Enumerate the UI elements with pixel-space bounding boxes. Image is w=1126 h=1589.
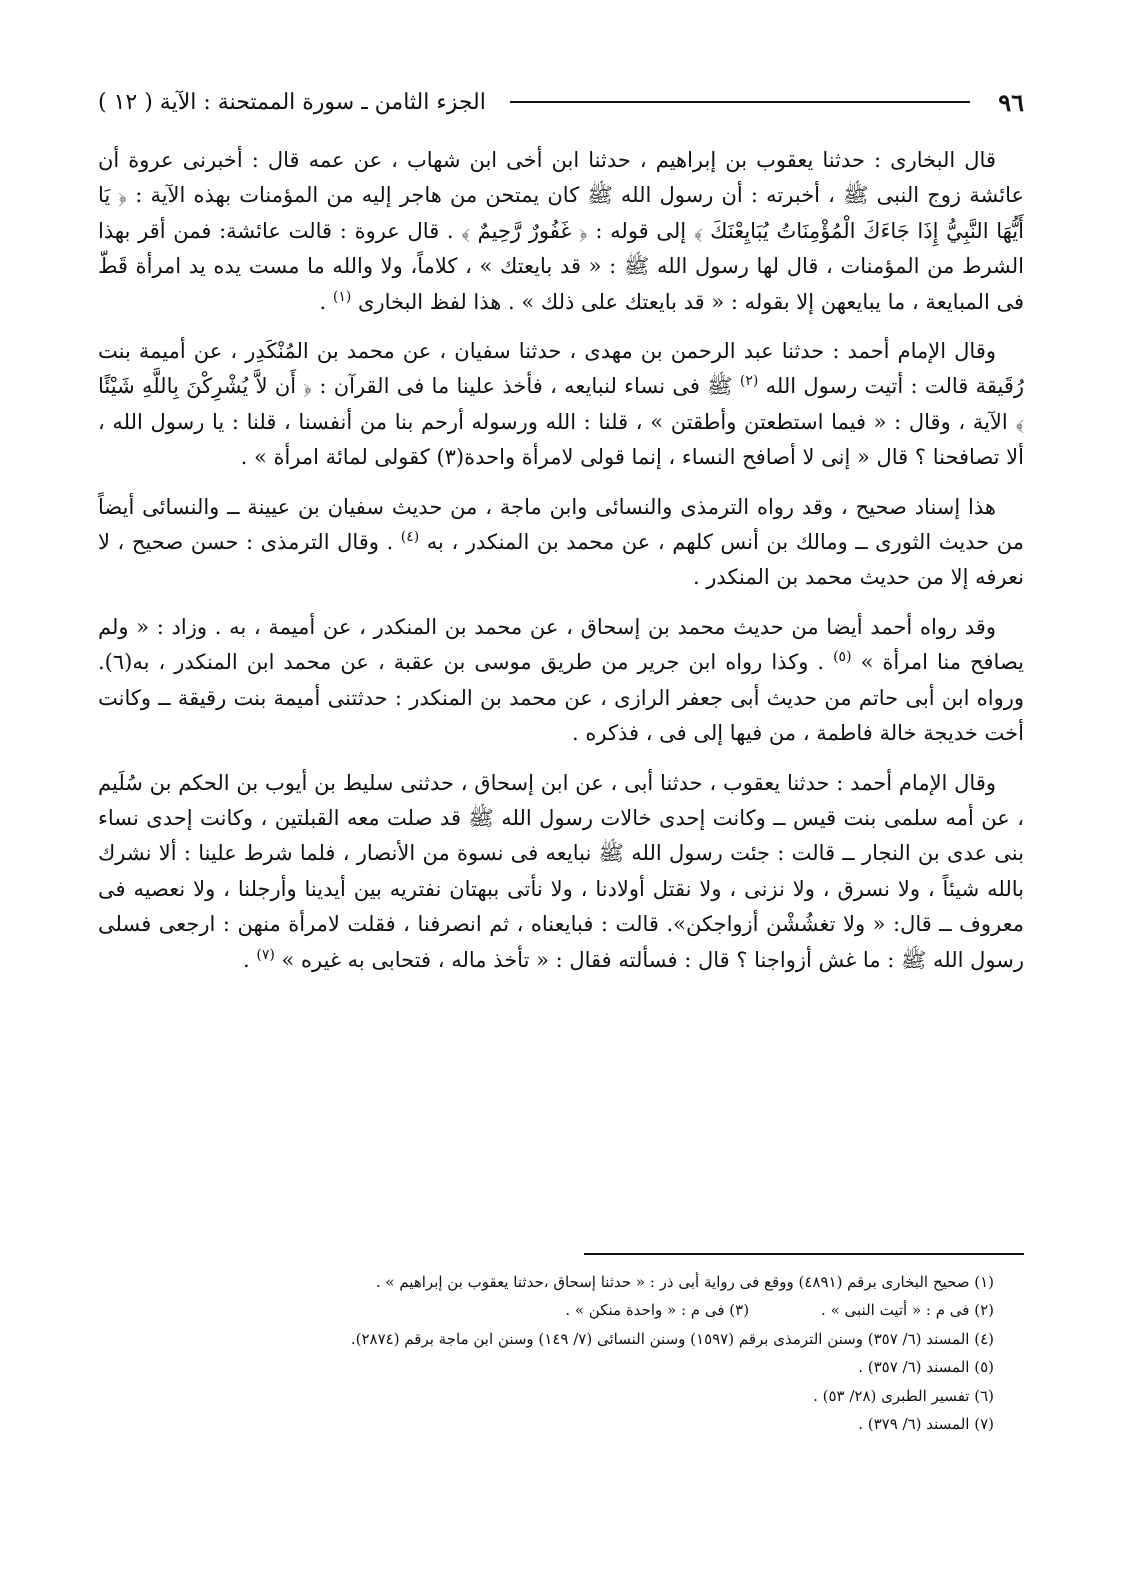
paragraph-isnad: هذا إسناد صحيح ، وقد رواه الترمذى والنسائى وابن ماجة ، من حديث سفيان بن عيينة ــ والنسائى أيضاً من حديث الثورى ــ ومالك بن أنس كلهم ، عن محمد بن المنكدر ، به $^{(٤)}$ . وقال الترمذى : حسن صحيح ، لا نعرفه إلا من حديث محمد بن المنكدر . <box>98 494 1024 590</box>
footnote-6: (٦) تفسير الطبرى (٢٨/ ٥٣) . <box>813 1386 994 1405</box>
footnote-ref: (٥) <box>833 649 852 666</box>
footnote-ref: (٧) <box>256 946 275 963</box>
footnote-ref: (٤) <box>400 529 420 546</box>
footnote-1: (١) صحيح البخارى برقم (٤٨٩١) ووقع فى رواية أبى ذر : « حدثنا إسحاق ،حدثنا يعقوب بن إبراهيم » . <box>375 1273 994 1291</box>
footnote-ref: (٢) <box>739 373 759 390</box>
header-title: الجزء الثامن ـ سورة الممتحنة : الآية ( ١٢ ) <box>98 89 486 115</box>
page-number: ٩٦ <box>998 87 1024 117</box>
footnote-7: (٧) المسند (٦/ ٣٧٩) . <box>858 1415 994 1434</box>
footnote-4: (٤) المسند (٦/ ٣٥٧) وسنن الترمذى برقم (١٥٩٧) وسنن النسائى (٧/ ١٤٩) وسنن ابن ماجة برقم (٢٨٧٤). <box>350 1329 994 1348</box>
paragraph-bukhari: قال البخارى : حدثنا يعقوب بن إبراهيم ، حدثنا ابن أخى ابن شهاب ، عن عمه قال : أخبرنى عروة أن عائشة زوج النبى ﷺ ، أخبرته : أن رسول الله ﷺ كان يمتحن من هاجر إليه من المؤمنات بهذه الآية : ﴿ يَا أَيُّهَا النَّبِيُّ إِذَا جَاءَكَ الْمُؤْمِنَاتُ يُبَايِعْنَكَ ﴾ إلى قوله : ﴿ غَفُورٌ رَّحِيمٌ ﴾ . قال عروة : قالت عائشة: فمن أقر بهذا الشرط من المؤمنات ، قال لها رسول الله ﷺ : « قد بايعتك » ، كلاماً، ولا والله ما مست يده يد امرأة قَطّ فى المبايعة ، ما يبايعهن إلا بقوله : « قد بايعتك على ذلك » . هذا لفظ البخارى $^{(١)}$ . <box>98 148 1024 314</box>
footnote-separator <box>584 1253 1024 1255</box>
header-rule <box>510 101 970 103</box>
paragraph-ahmad-umaima: وقال الإمام أحمد : حدثنا عبد الرحمن بن مهدى ، حدثنا سفيان ، عن محمد بن المُنْكَدِر ، عن أميمة بنت رُقَيقة قالت : أتيت رسول الله $^{(٢)}$ ﷺ فى نساء لنبايعه ، فأخذ علينا ما فى القرآن : ﴿ أَن لاَّ يُشْرِكْنَ بِاللَّهِ شَيْئًا ﴾ الآية ، وقال : « فيما استطعتن وأطقتن » ، قلنا : الله ورسوله أرحم بنا من أنفسنا ، قلنا : يا رسول الله ، ألا تصافحنا ؟ قال « إنى لا أصافح النساء ، إنما قولى لامرأة واحدة(٣) كقولى لمائة امرأة » . <box>98 339 1024 470</box>
footnote-2: (٢) فى م : « أتيت النبى » . <box>821 1301 994 1320</box>
footnote-row-2-3 <box>98 1296 994 1324</box>
paragraph-salma: وقال الإمام أحمد : حدثنا يعقوب ، حدثنا أبى ، عن ابن إسحاق ، حدثنى سليط بن أيوب بن الحكم بن سُلَيم ، عن أمه سلمى بنت قيس ــ وكانت إحدى خالات رسول الله ﷺ قد صلت معه القبلتين ، وكانت إحدى نساء بنى عدى بن النجار ــ قالت : جئت رسول الله ﷺ نبايعه فى نسوة من الأنصار ، فلما شرط علينا : ألا نشرك بالله شيئاً ، ولا نسرق ، ولا نزنى ، ولا نقتل أولادنا ، ولا نأتى ببهتان نفتريه بين أيدينا وأرجلنا ، ولا نعصيه فى معروف ــ قال: « ولا تغشُشْن أزواجكن». قالت : فبايعناه ، ثم انصرفنا ، فقلت لامرأة منهن : ارجعى فسلى رسول الله ﷺ : ما غش أزواجنا ؟ قال : فسألته فقال : « تأخذ ماله ، فتحابى به غيره » $^{(٧)}$ . <box>98 770 1024 972</box>
main-text <box>98 143 1024 992</box>
running-header <box>98 84 1024 120</box>
footnote-5: (٥) المسند (٦/ ٣٥٧) . <box>858 1358 994 1377</box>
footnote-ref: (١) <box>332 288 352 305</box>
paragraph-ibn-ishaq: وقد رواه أحمد أيضا من حديث محمد بن إسحاق ، عن محمد بن المنكدر ، عن أميمة ، به . وزاد : « ولم يصافح منا امرأة » $^{(٥)}$ . وكذا رواه ابن جرير من طريق موسى بن عقبة ، عن محمد ابن المنكدر ، به(٦). ورواه ابن أبى حاتم من حديث أبى جعفر الرازى ، عن محمد بن المنكدر : حدثتنى أميمة بنت رقيقة ــ وكانت أخت خديجة خالة فاطمة ، من فيها إلى فى ، فذكره . <box>98 614 1025 746</box>
footnote-3: (٣) فى م : « واحدة منكن » . <box>565 1301 750 1320</box>
footnotes <box>98 1268 994 1438</box>
